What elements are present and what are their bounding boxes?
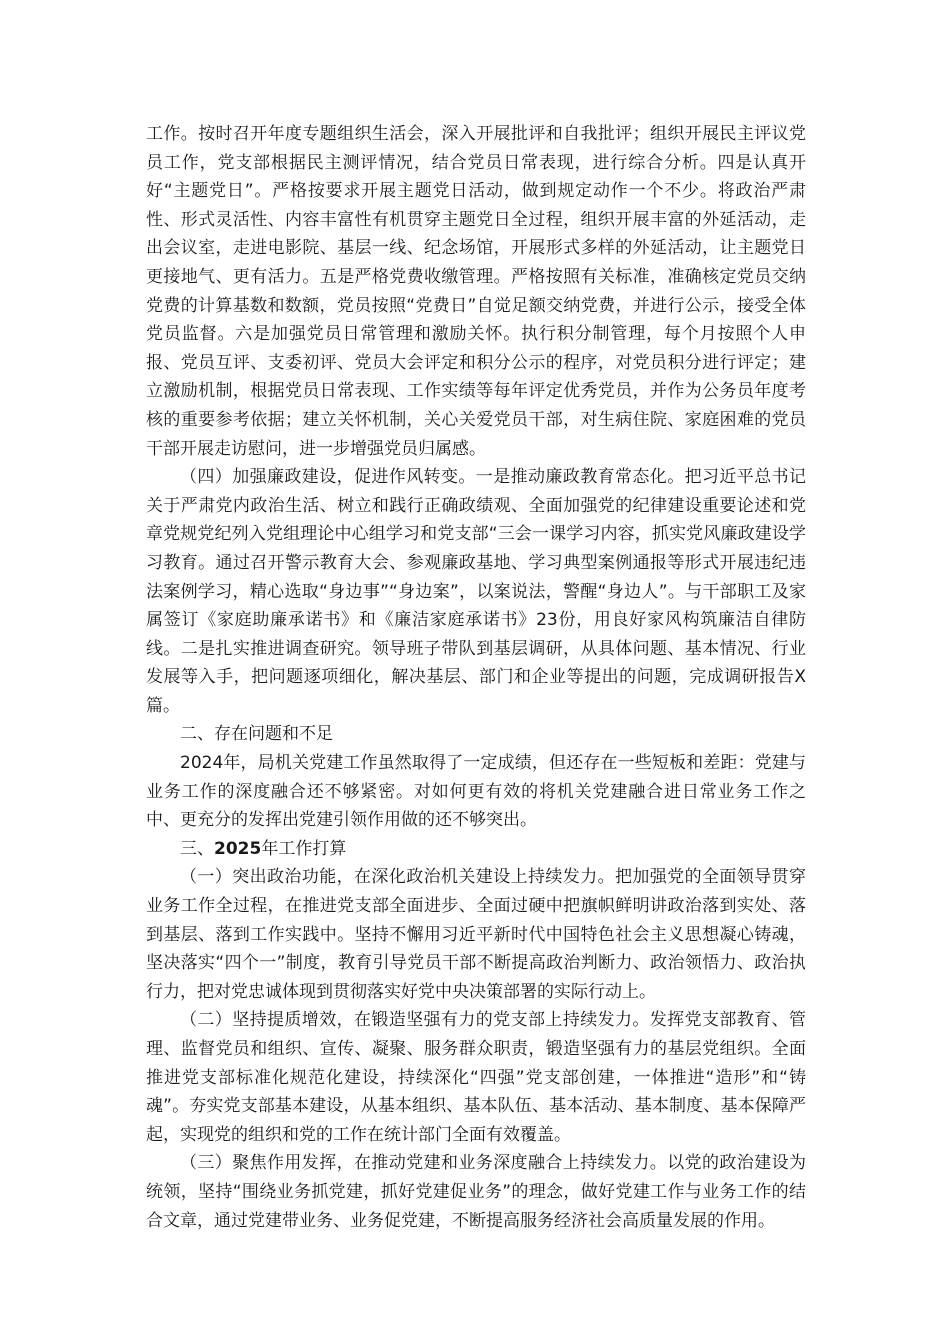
heading-suffix: 年工作打算 — [261, 838, 347, 859]
heading-prefix: 三、 — [180, 838, 214, 859]
paragraph-party-management: 工作。按时召开年度专题组织生活会，深入开展批评和自我批评；组织开展民主评议党员工作，党支部根据民主测评情况，结合党员日常表现，进行综合分析。四是认真开好“主题党日”。严格按要求开展主题党日活动，做到规定动作一个不少。将政治严肃性、形式灵活性、内容丰富性有机贯穿主题党日全过程，组织开展丰富的外延活动，走出会议室，走进电影院、基层一线、纪念场馆，开展形式多样的外延活动，让主题党日更接地气、更有活力。五是严格党费收缴管理。严格按照有关标准，准确核定党员交纳党费的计算基数和数额，党员按照“党费日”自觉足额交纳党费，并进行公示，接受全体党员监督。六是加强党员日常管理和激励关怀。执行积分制管理，每个月按照个人申报、党员互评、支委初评、党员大会评定和积分公示的程序，对党员积分进行评定；建立激励机制，根据党员日常表现、工作实绩等每年评定优秀党员，并作为公务员年度考核的重要参考依据；建立关怀机制，关心关爱党员干部，对生病住院、家庭困难的党员干部开展走访慰问，进一步增强党员归属感。 — [146, 124, 806, 459]
paragraph-plan-two: （二）坚持提质增效，在锻造坚强有力的党支部上持续发力。发挥党支部教育、管理、监督党员和组织、宣传、凝聚、服务群众职责，锻造坚强有力的基层党组织。全面推进党支部标准化规范化建设，持续深化“四强”党支部创建，一体推进“造形”和“铸魂”。夯实党支部基本建设，从基本组织、基本队伍、基本活动、基本制度、基本保障严起，实现党的组织和党的工作在统计部门全面有效覆盖。 — [146, 1010, 806, 1145]
section-heading-plans — [146, 835, 806, 864]
paragraph-plan-three: （三）聚焦作用发挥，在推动党建和业务深度融合上持续发力。以党的政治建设为统领，坚持“围绕业务抓党建，抓好党建促业务”的理念，做好党建工作与业务工作的结合文章，通过党建带业务、业务促党建，不断提高服务经济社会高质量发展的作用。 — [146, 1153, 806, 1231]
paragraph-plan-one: （一）突出政治功能，在深化政治机关建设上持续发力。把加强党的全面领导贯穿业务工作全过程，在推进党支部全面进步、全面过硬中把旗帜鲜明讲政治落到实处、落到基层、落到工作实践中。坚持不懈用习近平新时代中国特色社会主义思想凝心铸魂，坚决落实“四个一”制度，教育引导党员干部不断提高政治判断力、政治领悟力、政治执行力，把对党忠诚体现到贯彻落实好党中央决策部署的实际行动上。 — [146, 867, 806, 1002]
paragraph-problems: 2024年，局机关党建工作虽然取得了一定成绩，但还存在一些短板和差距：党建与业务工作的深度融合还不够紧密。对如何更有效的将机关党建融合进日常业务工作之中、更充分的发挥出党建引领作用做的还不够突出。 — [146, 753, 806, 831]
paragraph-integrity-building: （四）加强廉政建设，促进作风转变。一是推动廉政教育常态化。把习近平总书记关于严肃党内政治生活、树立和践行正确政绩观、全面加强党的纪律建设重要论述和党章党规党纪列入党组理论中心组学习和党支部“三会一课学习内容，抓实党风廉政建设学习教育。通过召开警示教育大会、参观廉政基地、学习典型案例通报等形式开展违纪违法案例学习，精心选取“身边事”“身边案”，以案说法，警醒“身边人”。与干部职工及家属签订《家庭助廉承诺书》和《廉洁家庭承诺书》23份，用良好家风构筑廉洁自律防线。二是扎实推进调查研究。领导班子带队到基层调研，从具体问题、基本情况、行业发展等入手，把问题逐项细化，解决基层、部门和企业等提出的问题，完成调研报告X篇。 — [146, 467, 806, 716]
section-heading-problems — [146, 720, 806, 749]
heading-text: 二、存在问题和不足 — [180, 724, 333, 745]
document-body — [146, 120, 806, 1235]
heading-year: 2025 — [214, 838, 262, 859]
